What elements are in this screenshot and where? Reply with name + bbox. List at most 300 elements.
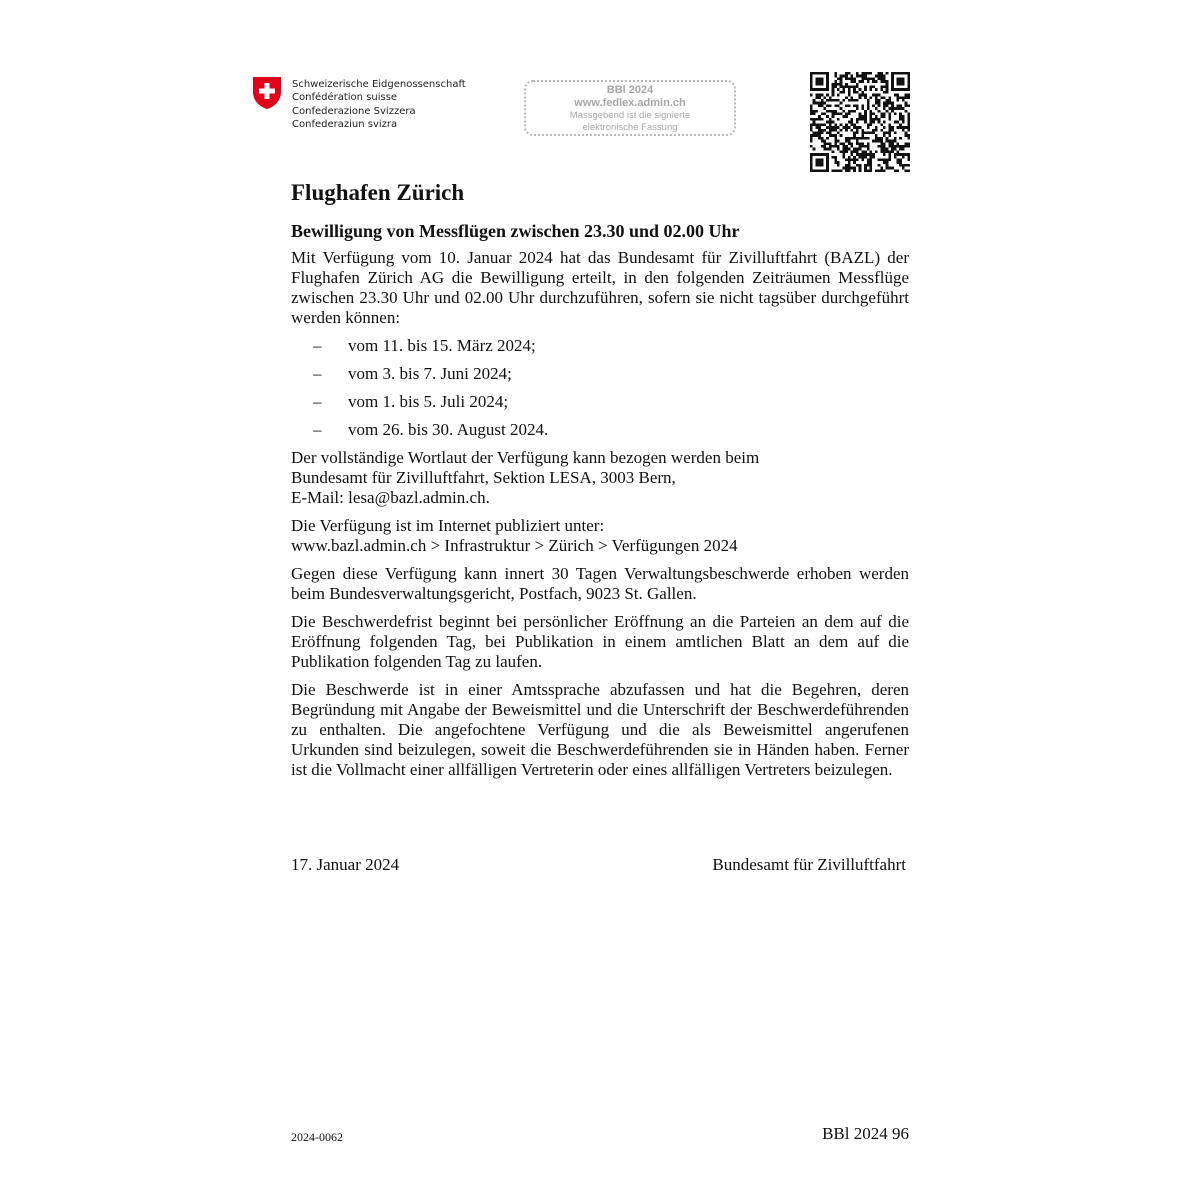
stamp-note-2: elektronische Fassung — [582, 121, 678, 133]
qr-module — [848, 72, 851, 75]
qr-module — [845, 167, 848, 170]
qr-module — [845, 83, 848, 86]
qr-module — [829, 110, 832, 113]
qr-module — [902, 156, 905, 159]
qr-module — [907, 121, 910, 124]
qr-module — [856, 142, 859, 145]
qr-module — [848, 126, 851, 129]
qr-module — [842, 86, 845, 89]
qr-module — [845, 77, 848, 80]
qr-module — [883, 121, 886, 124]
qr-module — [907, 75, 910, 78]
qr-module — [829, 134, 832, 137]
qr-module — [845, 129, 848, 132]
qr-module — [829, 104, 832, 107]
qr-module — [875, 75, 878, 78]
qr-module — [848, 137, 851, 140]
issuing-authority: Bundesamt für Zivilluftfahrt — [712, 855, 906, 874]
qr-module — [872, 121, 875, 124]
qr-module — [888, 145, 891, 148]
qr-module — [853, 134, 856, 137]
qr-module — [810, 75, 813, 78]
qr-module — [896, 150, 899, 153]
qr-module — [832, 91, 835, 94]
qr-module — [824, 169, 827, 172]
qr-module — [821, 88, 824, 91]
qr-module — [886, 137, 889, 140]
qr-module — [848, 148, 851, 151]
qr-module — [845, 96, 848, 99]
qr-module — [832, 126, 835, 129]
qr-module — [810, 86, 813, 89]
qr-module — [834, 86, 837, 89]
qr-module — [902, 129, 905, 132]
qr-module — [894, 107, 897, 110]
qr-module — [896, 126, 899, 129]
qr-module — [818, 137, 821, 140]
qr-module — [856, 148, 859, 151]
qr-module — [826, 126, 829, 129]
qr-module — [864, 88, 867, 91]
qr-module — [902, 72, 905, 75]
qr-module — [905, 96, 908, 99]
qr-module — [861, 104, 864, 107]
qr-module — [859, 75, 862, 78]
qr-module — [837, 169, 840, 172]
qr-module — [867, 142, 870, 145]
qr-module — [891, 145, 894, 148]
document-body — [291, 178, 909, 780]
qr-module — [864, 110, 867, 113]
qr-module — [815, 153, 818, 156]
qr-module — [875, 102, 878, 105]
qr-module — [834, 137, 837, 140]
qr-module — [907, 164, 910, 167]
qr-module — [818, 104, 821, 107]
qr-module — [834, 113, 837, 116]
qr-module — [853, 126, 856, 129]
qr-module — [853, 77, 856, 80]
qr-module — [864, 137, 867, 140]
qr-module — [894, 169, 897, 172]
qr-module — [840, 142, 843, 145]
qr-module — [810, 123, 813, 126]
qr-module — [878, 102, 881, 105]
qr-module — [907, 80, 910, 83]
qr-module — [826, 153, 829, 156]
qr-module — [861, 158, 864, 161]
qr-module — [815, 126, 818, 129]
qr-module — [842, 153, 845, 156]
qr-module — [891, 83, 894, 86]
qr-module — [883, 75, 886, 78]
qr-module — [869, 153, 872, 156]
qr-module — [861, 153, 864, 156]
qr-module — [810, 110, 813, 113]
qr-module — [818, 96, 821, 99]
qr-module — [810, 107, 813, 110]
qr-module — [883, 161, 886, 164]
qr-module — [861, 156, 864, 159]
qr-module — [864, 113, 867, 116]
stamp-url[interactable]: www.fedlex.admin.ch — [574, 97, 686, 109]
qr-module — [864, 72, 867, 75]
qr-module — [832, 83, 835, 86]
qr-module — [832, 150, 835, 153]
signature-row — [291, 855, 909, 877]
qr-module — [851, 86, 854, 89]
qr-module — [888, 99, 891, 102]
qr-module — [853, 86, 856, 89]
qr-module — [832, 88, 835, 91]
qr-module — [907, 129, 910, 132]
qr-module — [861, 137, 864, 140]
qr-module — [826, 72, 829, 75]
qr-module — [880, 80, 883, 83]
qr-module — [891, 167, 894, 170]
qr-module — [864, 153, 867, 156]
qr-module — [886, 164, 889, 167]
qr-module — [837, 145, 840, 148]
confederation-line-it: Confederazione Svizzera — [292, 105, 416, 117]
qr-module — [907, 134, 910, 137]
qr-module — [886, 148, 889, 151]
qr-module — [902, 164, 905, 167]
qr-module — [837, 99, 840, 102]
qr-module — [848, 99, 851, 102]
qr-module — [834, 158, 837, 161]
qr-module — [894, 121, 897, 124]
qr-module — [842, 156, 845, 159]
qr-module — [845, 140, 848, 143]
qr-module — [815, 102, 818, 105]
qr-module — [826, 77, 829, 80]
qr-module — [899, 88, 902, 91]
qr-module — [902, 167, 905, 170]
qr-module — [821, 169, 824, 172]
qr-module — [826, 164, 829, 167]
qr-module — [853, 131, 856, 134]
qr-module — [821, 94, 824, 97]
qr-module — [851, 150, 854, 153]
qr-module — [902, 118, 905, 121]
qr-module — [907, 77, 910, 80]
qr-module — [867, 131, 870, 134]
qr-module — [840, 77, 843, 80]
qr-module — [894, 88, 897, 91]
qr-module — [842, 99, 845, 102]
qr-module — [840, 150, 843, 153]
qr-module — [815, 96, 818, 99]
qr-module — [867, 164, 870, 167]
qr-module — [821, 113, 824, 116]
qr-module — [826, 156, 829, 159]
qr-module — [869, 161, 872, 164]
qr-module — [867, 169, 870, 172]
qr-module — [821, 131, 824, 134]
qr-module — [851, 118, 854, 121]
qr-module — [869, 131, 872, 134]
qr-module — [888, 102, 891, 105]
qr-module — [832, 169, 835, 172]
qr-module — [875, 115, 878, 118]
qr-module — [867, 99, 870, 102]
qr-module — [834, 123, 837, 126]
period-text: vom 3. bis 7. Juni 2024; — [348, 364, 512, 383]
qr-module — [861, 150, 864, 153]
qr-module — [848, 161, 851, 164]
qr-module — [859, 80, 862, 83]
qr-module — [829, 129, 832, 132]
qr-module — [907, 96, 910, 99]
qr-module — [810, 140, 813, 143]
qr-module — [810, 113, 813, 116]
qr-module — [902, 148, 905, 151]
qr-module — [837, 94, 840, 97]
qr-module — [826, 99, 829, 102]
qr-module — [829, 126, 832, 129]
qr-module — [878, 77, 881, 80]
qr-module — [824, 96, 827, 99]
qr-module — [859, 115, 862, 118]
qr-module — [818, 126, 821, 129]
qr-module — [815, 77, 818, 80]
qr-module — [853, 156, 856, 159]
list-dash: – — [313, 420, 322, 439]
email-link[interactable]: lesa@bazl.admin.ch — [348, 488, 486, 507]
qr-module — [856, 107, 859, 110]
qr-module — [813, 118, 816, 121]
qr-module — [810, 134, 813, 137]
qr-module — [851, 80, 854, 83]
confederation-line-rm: Confederaziun svizra — [292, 118, 398, 130]
qr-module — [864, 150, 867, 153]
qr-module — [840, 102, 843, 105]
qr-module — [899, 115, 902, 118]
qr-module — [824, 107, 827, 110]
qr-module — [856, 131, 859, 134]
qr-module — [907, 137, 910, 140]
qr-module — [896, 158, 899, 161]
qr-module — [869, 115, 872, 118]
qr-module — [815, 158, 818, 161]
qr-module — [883, 150, 886, 153]
qr-module — [853, 99, 856, 102]
qr-module — [896, 145, 899, 148]
qr-module — [826, 167, 829, 170]
qr-module — [888, 167, 891, 170]
qr-module — [856, 91, 859, 94]
qr-module — [840, 80, 843, 83]
qr-module — [878, 140, 881, 143]
qr-module — [872, 104, 875, 107]
qr-module — [894, 156, 897, 159]
qr-module — [853, 167, 856, 170]
qr-module — [902, 80, 905, 83]
qr-module — [907, 94, 910, 97]
qr-module — [896, 142, 899, 145]
qr-module — [861, 80, 864, 83]
qr-module — [818, 129, 821, 132]
qr-module — [907, 126, 910, 129]
qr-module — [883, 126, 886, 129]
qr-module — [902, 77, 905, 80]
qr-module — [872, 156, 875, 159]
qr-module — [834, 80, 837, 83]
qr-module — [886, 158, 889, 161]
qr-module — [813, 110, 816, 113]
qr-module — [837, 164, 840, 167]
qr-module — [888, 150, 891, 153]
qr-module — [894, 153, 897, 156]
qr-module — [859, 118, 862, 121]
qr-module — [856, 150, 859, 153]
qr-module — [883, 104, 886, 107]
qr-module — [845, 145, 848, 148]
qr-module — [886, 104, 889, 107]
qr-module — [832, 86, 835, 89]
qr-module — [869, 72, 872, 75]
qr-module — [853, 88, 856, 91]
qr-module — [859, 88, 862, 91]
qr-module — [880, 77, 883, 80]
qr-module — [883, 158, 886, 161]
qr-module — [899, 126, 902, 129]
footer-reference: BBl 2024 96 — [822, 1124, 909, 1143]
qr-module — [840, 169, 843, 172]
qr-module — [861, 91, 864, 94]
qr-module — [840, 83, 843, 86]
qr-module — [853, 169, 856, 172]
qr-module — [859, 153, 862, 156]
qr-module — [813, 121, 816, 124]
qr-module — [907, 104, 910, 107]
qr-module — [851, 121, 854, 124]
qr-module — [832, 99, 835, 102]
qr-module — [899, 158, 902, 161]
qr-module — [894, 137, 897, 140]
qr-module — [845, 86, 848, 89]
qr-module — [837, 88, 840, 91]
qr-module — [824, 129, 827, 132]
qr-module — [907, 86, 910, 89]
qr-module — [815, 118, 818, 121]
qr-module — [880, 123, 883, 126]
qr-module — [905, 94, 908, 97]
qr-module — [891, 77, 894, 80]
qr-module — [818, 158, 821, 161]
qr-module — [894, 131, 897, 134]
qr-module — [891, 88, 894, 91]
qr-module — [880, 96, 883, 99]
qr-module — [821, 145, 824, 148]
qr-module — [834, 110, 837, 113]
qr-module — [845, 150, 848, 153]
qr-module — [821, 83, 824, 86]
qr-module — [905, 164, 908, 167]
qr-module — [886, 88, 889, 91]
qr-module — [875, 129, 878, 132]
qr-module — [856, 129, 859, 132]
qr-module — [894, 148, 897, 151]
qr-module — [899, 72, 902, 75]
internet-path-link[interactable]: www.bazl.admin.ch > Infrastruktur > Zürich > Verfügungen 2024 — [291, 536, 738, 555]
qr-module — [867, 104, 870, 107]
qr-module — [905, 126, 908, 129]
qr-module — [829, 123, 832, 126]
qr-module — [878, 110, 881, 113]
qr-module — [818, 164, 821, 167]
qr-module — [851, 110, 854, 113]
qr-module — [810, 158, 813, 161]
qr-module — [905, 72, 908, 75]
qr-module — [848, 164, 851, 167]
qr-module — [899, 123, 902, 126]
qr-module — [888, 129, 891, 132]
qr-module — [842, 75, 845, 78]
qr-module — [891, 102, 894, 105]
qr-module — [840, 123, 843, 126]
qr-module — [902, 145, 905, 148]
qr-module — [856, 158, 859, 161]
confederation-line-de: Schweizerische Eidgenossenschaft — [292, 79, 466, 90]
qr-module — [864, 77, 867, 80]
qr-module — [853, 161, 856, 164]
qr-module — [840, 86, 843, 89]
qr-module — [861, 134, 864, 137]
qr-module — [899, 118, 902, 121]
internet-line-1: Die Verfügung ist im Internet publiziert unter: — [291, 516, 605, 535]
qr-module — [829, 121, 832, 124]
qr-module — [810, 153, 813, 156]
qr-module — [886, 150, 889, 153]
qr-module — [829, 99, 832, 102]
qr-module — [856, 83, 859, 86]
qr-module — [837, 77, 840, 80]
qr-module — [883, 134, 886, 137]
qr-module — [834, 161, 837, 164]
qr-module — [845, 164, 848, 167]
qr-module — [869, 121, 872, 124]
qr-module — [894, 145, 897, 148]
qr-module — [878, 169, 881, 172]
list-dash: – — [313, 364, 322, 383]
qr-module — [875, 137, 878, 140]
qr-module — [875, 94, 878, 97]
qr-module — [810, 137, 813, 140]
document-date: 17. Januar 2024 — [291, 855, 400, 874]
qr-module — [859, 113, 862, 116]
qr-module — [856, 137, 859, 140]
qr-module — [810, 72, 813, 75]
qr-module — [840, 113, 843, 116]
qr-module — [853, 80, 856, 83]
qr-module — [826, 121, 829, 124]
qr-module — [851, 167, 854, 170]
qr-module — [869, 169, 872, 172]
qr-module — [853, 148, 856, 151]
qr-module — [815, 110, 818, 113]
qr-module — [899, 164, 902, 167]
qr-module — [872, 94, 875, 97]
qr-module — [826, 88, 829, 91]
qr-module — [818, 83, 821, 86]
qr-module — [907, 113, 910, 116]
qr-module — [821, 104, 824, 107]
qr-module — [829, 145, 832, 148]
qr-module — [815, 94, 818, 97]
qr-module — [842, 148, 845, 151]
